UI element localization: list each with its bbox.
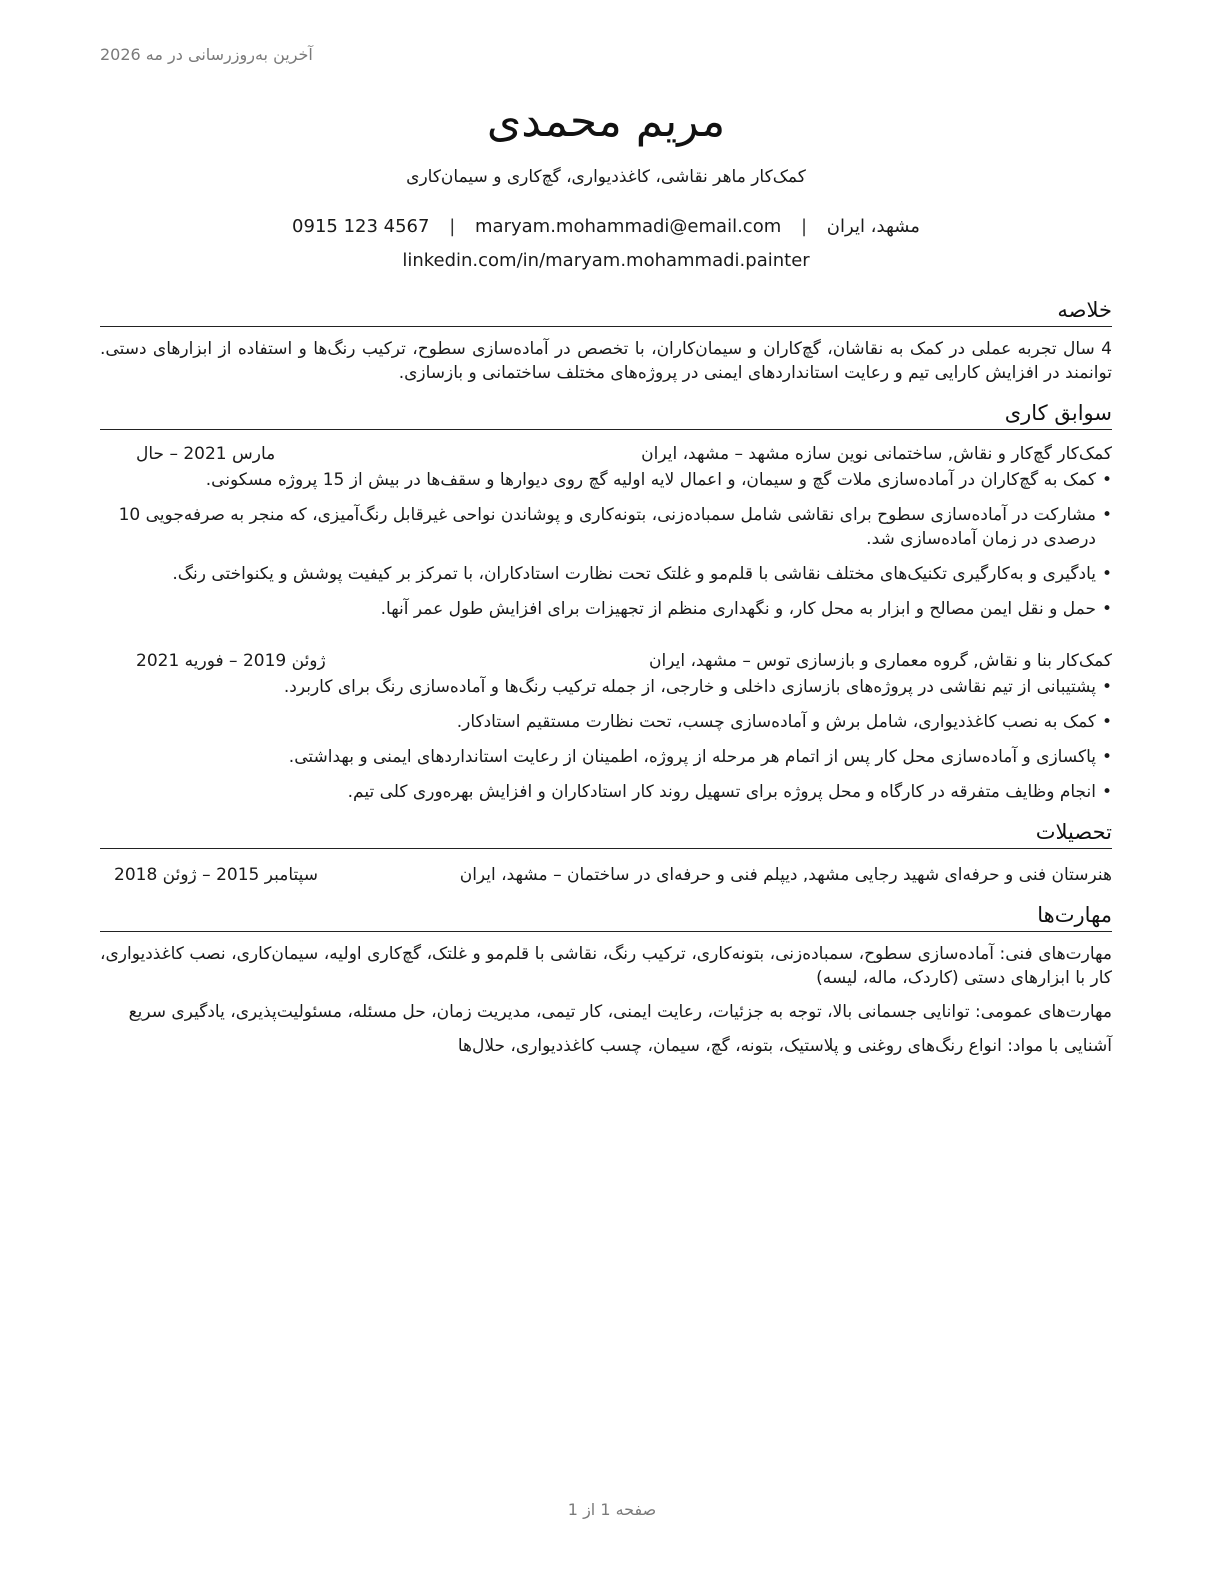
- education-entry: [100, 863, 1112, 887]
- contact-phone[interactable]: 0915 123 4567: [292, 216, 430, 237]
- skill-line-general: مهارت‌های عمومی: توانایی جسمانی بالا، توجه به جزئیات، رعایت ایمنی، کار تیمی، مدیریت زمان، حل مسئله، مسئولیت‌پذیری، یادگیری سریع: [128, 1002, 1112, 1022]
- job-entry: [100, 442, 1112, 621]
- job-entry: [100, 649, 1112, 804]
- contact-separator: |: [449, 216, 456, 237]
- job-role: کمک‌کار بنا و نقاش, گروه معماری و بازسازی توس – مشهد، ایران: [649, 651, 1112, 671]
- job-role: کمک‌کار گچ‌کار و نقاش, ساختمانی نوین سازه مشهد – مشهد، ایران: [641, 444, 1112, 464]
- skill-line-technical: مهارت‌های فنی: آماده‌سازی سطوح، سمباده‌زنی، بتونه‌کاری، ترکیب رنگ، نقاشی با قلم‌مو و غلتک، گچ‌کاری اولیه، سیمان‌کاری، نصب کاغذدیواری، کار با ابزارهای دستی (کاردک، ماله، لیسه): [100, 944, 1112, 988]
- education-school: هنرستان فنی و حرفه‌ای شهید رجایی مشهد, دیپلم فنی و حرفه‌ای در ساختمان – مشهد، ایران: [459, 865, 1112, 885]
- job-bullet: • مشارکت در آماده‌سازی سطوح برای نقاشی شامل سمباده‌زنی، بتونه‌کاری و پوشاندن نواحی غیرقابل رنگ‌آمیزی، که منجر به صرفه‌جویی 10 درصدی در زمان آماده‌سازی شد.: [100, 503, 1112, 551]
- last-updated-note: آخرین به‌روزرسانی در مه 2026: [100, 45, 313, 64]
- skill-line-materials: آشنایی با مواد: انواع رنگ‌های روغنی و پلاستیک، بتونه، گچ، سیمان، چسب کاغذدیواری، حلال‌ها: [457, 1036, 1112, 1056]
- job-header: [100, 442, 1112, 466]
- job-bullets: [100, 468, 1112, 621]
- job-date: ژوئن 2019 – فوریه 2021: [136, 651, 326, 671]
- job-bullet: • کمک به گچ‌کاران در آماده‌سازی ملات گچ و سیمان، و اعمال لایه اولیه گچ روی دیوارها و سقف‌ها در بیش از 15 پروژه مسکونی.: [100, 468, 1112, 492]
- job-date: مارس 2021 – حال: [136, 444, 276, 464]
- job-bullet: • پاکسازی و آماده‌سازی محل کار پس از اتمام هر مرحله از پروژه، اطمینان از رعایت استانداردهای ایمنی و بهداشتی.: [100, 745, 1112, 769]
- contact-location: مشهد، ایران: [826, 216, 920, 237]
- job-bullets: [100, 675, 1112, 804]
- candidate-headline: کمک‌کار ماهر نقاشی، کاغذدیواری، گچ‌کاری و سیمان‌کاری: [406, 167, 806, 187]
- contact-email[interactable]: maryam.mohammadi@email.com: [475, 216, 782, 237]
- section-title-education: تحصیلات: [100, 818, 1112, 849]
- job-bullet: • یادگیری و به‌کارگیری تکنیک‌های مختلف نقاشی با قلم‌مو و غلتک تحت نظارت استادکاران، با تمرکز بر کیفیت پوشش و یکنواختی رنگ.: [100, 562, 1112, 586]
- job-bullet: • پشتیبانی از تیم نقاشی در پروژه‌های بازسازی داخلی و خارجی، از جمله ترکیب رنگ‌ها و آماده‌سازی رنگ برای کاربرد.: [100, 675, 1112, 699]
- contact-line: [100, 214, 1112, 240]
- education-date: سپتامبر 2015 – ژوئن 2018: [114, 865, 319, 885]
- page-number: صفحه 1 از 1: [567, 1500, 657, 1519]
- section-title-experience: سوابق کاری: [100, 399, 1112, 430]
- section-title-skills: مهارت‌ها: [100, 901, 1112, 932]
- job-bullet: • انجام وظایف متفرقه در کارگاه و محل پروژه برای تسهیل روند کار استادکاران و افزایش بهره‌وری کلی تیم.: [100, 780, 1112, 804]
- job-bullet: • حمل و نقل ایمن مصالح و ابزار به محل کار، و نگهداری منظم از تجهیزات برای افزایش طول عمر آنها.: [100, 597, 1112, 621]
- job-bullet: • کمک به نصب کاغذدیواری، شامل برش و آماده‌سازی چسب، تحت نظارت مستقیم استادکار.: [100, 710, 1112, 734]
- contact-separator: |: [800, 216, 808, 237]
- candidate-name: مریم محمدی: [486, 96, 726, 147]
- summary-text: 4 سال تجربه عملی در کمک به نقاشان، گچ‌کاران و سیمان‌کاران، با تخصص در آماده‌سازی سطوح، ترکیب رنگ‌ها و استفاده از ابزارهای دستی. توانمند در افزایش کارایی تیم و رعایت استانداردهای ایمنی در پروژه‌های مختلف ساختمانی و بازسازی.: [100, 339, 1112, 383]
- job-header: [100, 649, 1112, 673]
- linkedin-link[interactable]: linkedin.com/in/maryam.mohammadi.painter: [402, 250, 810, 271]
- resume-page: [100, 0, 1112, 1058]
- section-title-summary: خلاصه: [100, 296, 1112, 327]
